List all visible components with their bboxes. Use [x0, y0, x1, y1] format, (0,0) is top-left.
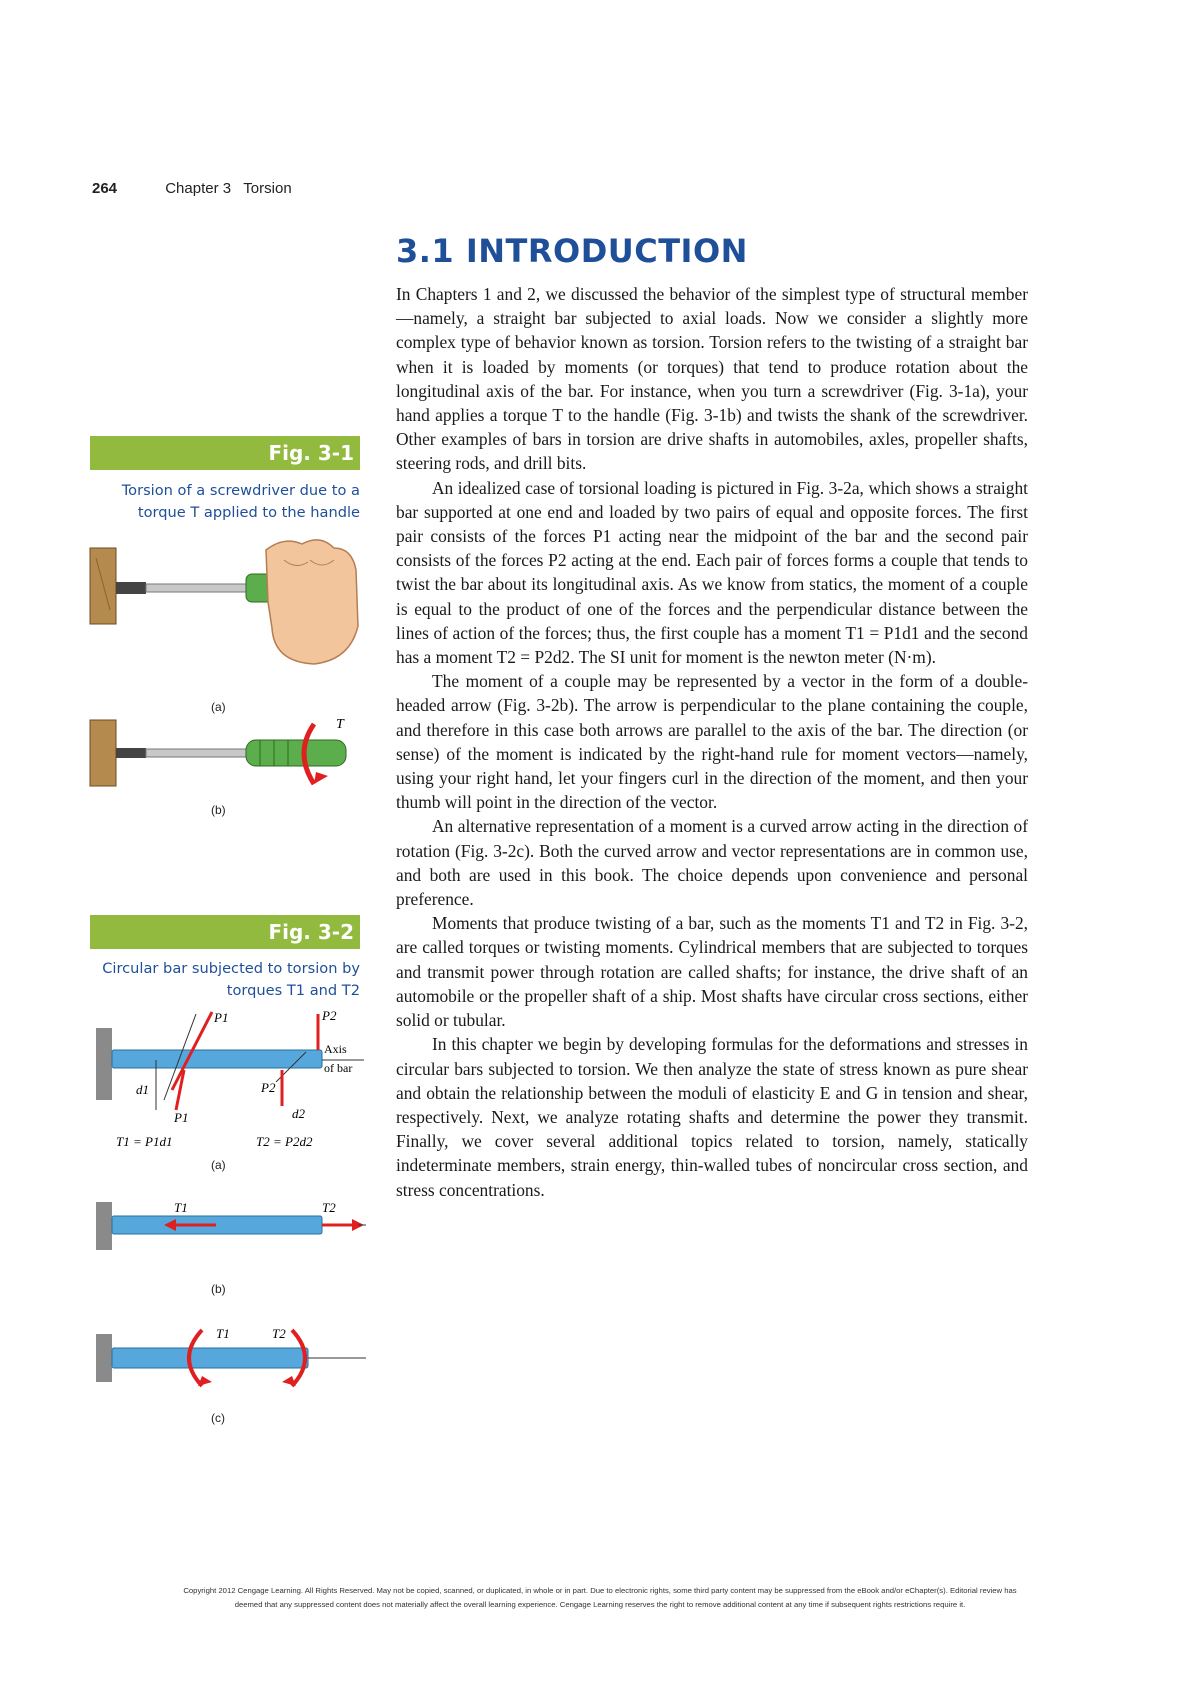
- fig-3-2b-label: (b): [211, 1282, 226, 1296]
- fig-3-2-caption: Circular bar subjected to torsion by torques T1 and T2: [102, 960, 360, 999]
- circular-bar: [112, 1216, 322, 1234]
- footer-line-2: deemed that any suppressed content does not materially affect the overall learning experience. Cengage Learning reserves the right to remove additional content at any time if subsequent rights restrictions require it.: [234, 1600, 966, 1609]
- paragraph-3: The moment of a couple may be represented by a vector in the form of a double-headed arrow (Fig. 3-2b). The arrow is perpendicular to the plane containing the couple, and therefore in this case both arrows are parallel to the axis of the bar. The direction (or sense) of the moment is indicated by the right-hand rule for moment vectors—namely, using your right hand, let your fingers curl in the direction of the moment, and then your thumb will point in the direction of the vector.: [396, 671, 1028, 813]
- wood-block: [90, 548, 116, 624]
- fig-3-2c-label: (c): [211, 1411, 225, 1425]
- label-d1: d1: [136, 1082, 149, 1097]
- fig-3-1b-label: (b): [211, 803, 226, 817]
- label-p1-bottom: P1: [174, 1110, 189, 1125]
- fig-3-1a-label: (a): [211, 700, 226, 714]
- screw-tip: [116, 748, 146, 758]
- label-t2: T2: [272, 1326, 286, 1341]
- circular-bar: [112, 1050, 322, 1068]
- screw-tip: [116, 582, 146, 594]
- fig-3-1-label: Fig. 3-1: [90, 436, 360, 470]
- label-p2-top: P2: [322, 1010, 337, 1023]
- label-p1-top: P1: [214, 1010, 229, 1025]
- fig-3-2-label: Fig. 3-2: [90, 915, 360, 949]
- label-t1: T1: [216, 1326, 230, 1341]
- fig-3-1a-screwdriver-hand: [88, 530, 368, 670]
- fig-3-2a-bar-couples: [96, 1010, 366, 1150]
- label-t1-eq: T1 = P1d1: [116, 1134, 173, 1149]
- copyright-footer: [95, 1584, 1105, 1612]
- label-axis: Axis: [324, 1042, 347, 1056]
- paragraph-5: Moments that produce twisting of a bar, such as the moments T1 and T2 in Fig. 3-2, are called torques or twisting moments. Cylindrical members that are subjected to torques and transmit power through rotation are called shafts; for instance, the drive shaft of an automobile or the propeller shaft of a ship. Most shafts have circular cross sections, either solid or tubular.: [396, 913, 1028, 1031]
- fig-3-2b-vector-torques: [96, 1196, 366, 1256]
- fig-3-2c-curved-torques: [96, 1324, 366, 1394]
- screwdriver-shank: [146, 584, 246, 592]
- chapter-title: Chapter 3 Torsion: [165, 180, 292, 197]
- fig-3-1-caption: Torsion of a screwdriver due to a torque T applied to the handle: [121, 482, 360, 521]
- label-p2-bottom: P2: [261, 1080, 276, 1095]
- fixed-support: [96, 1202, 112, 1250]
- hand: [266, 540, 358, 664]
- running-head: [92, 180, 292, 197]
- paragraph-4: An alternative representation of a moment is a curved arrow acting in the direction of rotation (Fig. 3-2c). Both the curved arrow and vector representations are in common use, and both are used in this book. The choice depends upon convenience and personal preference.: [396, 816, 1028, 910]
- fixed-support: [96, 1028, 112, 1100]
- label-d2: d2: [292, 1106, 305, 1121]
- circular-bar: [112, 1348, 308, 1368]
- wood-block: [90, 720, 116, 786]
- body-text: [396, 282, 1028, 1202]
- footer-line-1: Copyright 2012 Cengage Learning. All Rights Reserved. May not be copied, scanned, or duplicated, in whole or in part. Due to electronic rights, some third party content may be suppressed from the eBook and/or eChapter(s). Editorial review has: [183, 1586, 1017, 1595]
- screwdriver-handle: [246, 740, 346, 766]
- paragraph-1: In Chapters 1 and 2, we discussed the behavior of the simplest type of structural member—namely, a straight bar subjected to axial loads. Now we consider a slightly more complex type of behavior known as torsion. Torsion refers to the twisting of a straight bar when it is loaded by moments (or torques) that tend to produce rotation about the longitudinal axis of the bar. For instance, when you turn a screwdriver (Fig. 3-1a), your hand applies a torque T to the handle (Fig. 3-1b) and twists the shank of the screwdriver. Other examples of bars in torsion are drive shafts in automobiles, axles, propeller shafts, steering rods, and drill bits.: [396, 284, 1028, 474]
- fixed-support: [96, 1334, 112, 1382]
- label-t1: T1: [174, 1200, 188, 1215]
- label-t2: T2: [322, 1200, 336, 1215]
- fig-3-1b-screwdriver-torque: [88, 714, 368, 794]
- label-of-bar: of bar: [324, 1061, 353, 1075]
- section-title: 3.1 INTRODUCTION: [396, 232, 748, 270]
- paragraph-2: An idealized case of torsional loading is pictured in Fig. 3-2a, which shows a straight bar supported at one end and loaded by two pairs of equal and opposite forces. The first pair consists of the forces P1 acting near the midpoint of the bar and the second pair consists of the forces P2 acting at the end. Each pair of forces forms a couple that tends to twist the bar about its longitudinal axis. As we know from statics, the moment of a couple is equal to the product of one of the forces and the perpendicular distance between the lines of action of the forces; thus, the first couple has a moment T1 = P1d1 and the second has a moment T2 = P2d2. The SI unit for moment is the newton meter (N·m).: [396, 477, 1028, 668]
- page-number: 264: [92, 180, 118, 197]
- label-t2-eq: T2 = P2d2: [256, 1134, 313, 1149]
- paragraph-6: In this chapter we begin by developing formulas for the deformations and stresses in circular bars subjected to torsion. We then analyze the state of stress known as pure shear and obtain the relationship between the moduli of elasticity E and G in tension and shear, respectively. Next, we analyze rotating shafts and determine the power they transmit. Finally, we cover several additional topics related to torsion, namely, statically indeterminate members, strain energy, thin-walled tubes of noncircular cross section, and stress concentrations.: [396, 1034, 1028, 1200]
- screwdriver-shank: [146, 749, 246, 757]
- fig-3-2a-label: (a): [211, 1158, 226, 1172]
- torque-label: T: [336, 717, 344, 732]
